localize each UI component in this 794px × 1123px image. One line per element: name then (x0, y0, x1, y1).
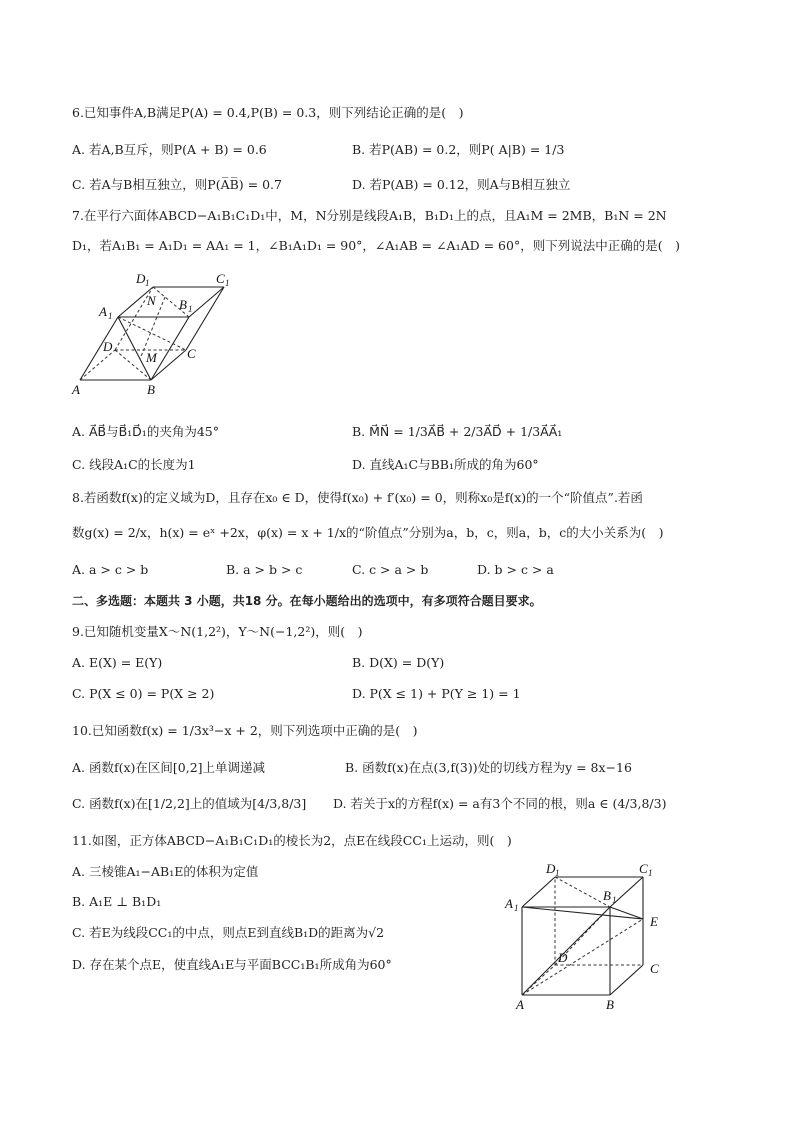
cube-label-a: A (516, 997, 524, 1012)
q7-option-a: A. A⃗B⃗与B⃗₁D⃗₁的夹角为45° (72, 424, 219, 439)
label-c1-sub: 1 (225, 278, 230, 288)
q10-option-c: C. 函数f(x)在[1/2,2]上的值域为[4/3,8/3] (72, 796, 307, 811)
q6-stem: 6.已知事件A,B满足P(A) = 0.4,P(B) = 0.3，则下列结论正确的是( ) (72, 105, 464, 120)
cube-label-b1-sub: 1 (612, 895, 617, 905)
q6-option-c: C. 若A与B相互独立，则P(A̅B̅) = 0.7 (72, 177, 282, 192)
label-n: N (147, 293, 156, 308)
q10-stem: 10.已知函数f(x) = 1/3x³−x + 2，则下列选项中正确的是( ) (72, 723, 418, 738)
section-2-header: 二、多选题：本题共 3 小题，共18 分。在每小题给出的选项中，有多项符合题目要求。 (72, 594, 542, 608)
q7-option-c: C. 线段A₁C的长度为1 (72, 457, 196, 472)
figure-hidden-edges (80, 287, 189, 380)
cube-label-d: D (558, 950, 568, 965)
q11-cube-figure (502, 858, 677, 1013)
cube-label-b1: B (603, 888, 611, 903)
q7-option-b: B. M⃗N⃗ = 1/3A⃗B⃗ + 2/3A⃗D⃗ + 1/3A⃗A⃗₁ (352, 424, 563, 439)
label-d1: D (136, 271, 146, 286)
q8-option-d: D. b > c > a (477, 562, 554, 577)
q11-option-d: D. 存在某个点E，使直线A₁E与平面BCC₁B₁所成角为60° (72, 957, 392, 972)
q10-option-b: B. 函数f(x)在点(3,f(3))处的切线方程为y = 8x−16 (345, 760, 632, 775)
label-c: C (187, 346, 196, 361)
label-d1-sub: 1 (145, 278, 150, 288)
label-b: B (147, 382, 155, 397)
cube-label-c1-sub: 1 (648, 868, 653, 878)
q8-option-b: B. a > b > c (226, 562, 303, 577)
label-a1: A (99, 304, 107, 319)
cube-label-a1-sub: 1 (514, 903, 519, 913)
q9-option-d: D. P(X ≤ 1) + P(Y ≥ 1) = 1 (352, 686, 521, 701)
cube-label-e: E (650, 914, 658, 929)
q6-option-a: A. 若A,B互斥，则P(A + B) = 0.6 (72, 142, 267, 157)
q8-stem-line1: 8.若函数f(x)的定义域为D，且存在x₀ ∈ D，使得f(x₀) + f′(x₀) = 0，则称x₀是f(x)的一个“阶值点”.若函 (72, 490, 643, 505)
q8-stem-line2: 数g(x) = 2/x，h(x) = eˣ +2x，φ(x) = x + 1/x的“阶值点”分别为a，b，c，则a，b，c的大小关系为( ) (72, 525, 664, 540)
q11-option-b: B. A₁E ⊥ B₁D₁ (72, 894, 162, 909)
cube-label-d1-sub: 1 (555, 868, 560, 878)
q8-option-a: A. a > c > b (72, 562, 149, 577)
label-a: A (72, 382, 80, 397)
q6-option-b: B. 若P(AB) = 0.2，则P( A|B) = 1/3 (352, 142, 565, 157)
q11-option-a: A. 三棱锥A₁−AB₁E的体积为定值 (72, 864, 259, 879)
cube-label-d1: D (546, 861, 556, 876)
q10-option-d: D. 若关于x的方程f(x) = a有3个不同的根，则a ∈ (4/3,8/3) (333, 796, 667, 811)
label-b1: B (179, 297, 187, 312)
q9-stem: 9.已知随机变量X～N(1,2²)，Y～N(−1,2²)，则( ) (72, 624, 363, 639)
cube-label-c: C (650, 961, 659, 976)
q11-option-c: C. 若E为线段CC₁的中点，则点E到直线B₁D的距离为√2 (72, 925, 385, 940)
q7-parallelepiped-figure (70, 268, 250, 398)
label-c1: C (216, 271, 225, 286)
cube-label-a1: A (505, 896, 513, 911)
cube-label-c1: C (639, 861, 648, 876)
q11-stem: 11.如图，正方体ABCD−A₁B₁C₁D₁的棱长为2，点E在线段CC₁上运动，则( ) (72, 833, 512, 848)
label-d: D (103, 339, 113, 354)
q7-option-d: D. 直线A₁C与BB₁所成的角为60° (352, 457, 539, 472)
label-b1-sub: 1 (188, 304, 193, 314)
cube-label-b: B (606, 997, 614, 1012)
q9-option-c: C. P(X ≤ 0) = P(X ≥ 2) (72, 686, 215, 701)
q7-stem-line1: 7.在平行六面体ABCD−A₁B₁C₁D₁中，M，N分别是线段A₁B，B₁D₁上的点，且A₁M = 2MB，B₁N = 2N (72, 208, 667, 223)
q10-option-a: A. 函数f(x)在区间[0,2]上单调递减 (72, 760, 266, 775)
label-m: M (146, 350, 157, 365)
q6-option-d: D. 若P(AB) = 0.12，则A与B相互独立 (352, 177, 571, 192)
q7-stem-line2: D₁，若A₁B₁ = A₁D₁ = AA₁ = 1，∠B₁A₁D₁ = 90°，∠A₁AB = ∠A₁AD = 60°，则下列说法中正确的是( ) (72, 238, 680, 253)
q9-option-b: B. D(X) = D(Y) (352, 655, 445, 670)
q9-option-a: A. E(X) = E(Y) (72, 655, 163, 670)
q8-option-c: C. c > a > b (352, 562, 429, 577)
label-a1-sub: 1 (108, 311, 113, 321)
